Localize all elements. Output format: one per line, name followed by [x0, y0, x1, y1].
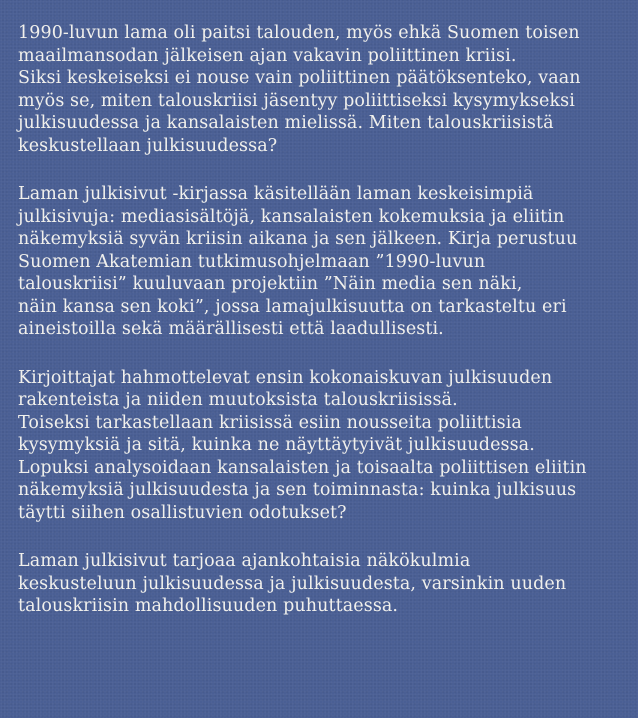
text-line: julkisuudessa ja kansalaisten mielissä. Miten talouskriisistä	[18, 113, 554, 133]
text-line: keskusteluun julkisuudessa ja julkisuudesta, varsinkin uuden	[18, 573, 567, 594]
text-line: talouskriisi” kuuluvaan projektiin ”Näin media sen näki,	[18, 274, 523, 294]
text-line: Laman julkisivut tarjoaa ajankohtaisia näkökulmia	[18, 551, 471, 571]
text-line: Laman julkisivut -kirjassa käsitellään laman keskeisimpiä	[18, 184, 534, 204]
text-line: keskustellaan julkisuudessa?	[18, 135, 278, 156]
text-line: maailmansodan jälkeisen ajan vakavin poliittinen kriisi.	[18, 45, 517, 66]
text-line: näkemyksiä julkisuudesta ja sen toiminnasta: kuinka julkisuus	[18, 480, 577, 500]
paragraph-intro	[18, 22, 624, 157]
text-line: täytti siihen osallistuvien odotukset?	[18, 502, 347, 523]
text-line: Siksi keskeiseksi ei nouse vain poliittinen päätöksenteko, vaan	[18, 68, 581, 88]
paragraph-book-description	[18, 183, 624, 341]
text-line: Lopuksi analysoidaan kansalaisten ja toisaalta poliittisen eliitin	[18, 457, 587, 478]
paragraph-authors	[18, 367, 624, 525]
text-line: talouskriisin mahdollisuuden puhuttaessa.	[18, 596, 399, 616]
text-line: myös se, miten talouskriisi jäsentyy poliittiseksi kysymykseksi	[18, 90, 575, 111]
text-line: kysymyksiä ja sitä, kuinka ne näyttäytyivät julkisuudessa.	[18, 435, 535, 455]
text-line: Suomen Akatemian tutkimusohjelmaan ”1990-luvun	[18, 251, 486, 272]
text-line: Toiseksi tarkastellaan kriisissä esiin nousseita poliittisia	[18, 412, 522, 433]
text-line: näkemyksiä syvän kriisin aikana ja sen jälkeen. Kirja perustuu	[18, 229, 578, 249]
text-line: aineistoilla sekä määrällisesti että laadullisesti.	[18, 319, 444, 339]
text-line: Kirjoittajat hahmottelevat ensin kokonaiskuvan julkisuuden	[18, 367, 553, 388]
text-line: rakenteista ja niiden muutoksista talouskriisissä.	[18, 390, 458, 410]
text-line: julkisivuja: mediasisältöjä, kansalaisten kokemuksia ja eliitin	[18, 206, 565, 227]
text-line: 1990-luvun lama oli paitsi talouden, myös ehkä Suomen toisen	[18, 23, 580, 43]
text-line: näin kansa sen koki”, jossa lamajulkisuutta on tarkasteltu eri	[18, 296, 567, 317]
paragraph-closing	[18, 550, 624, 618]
